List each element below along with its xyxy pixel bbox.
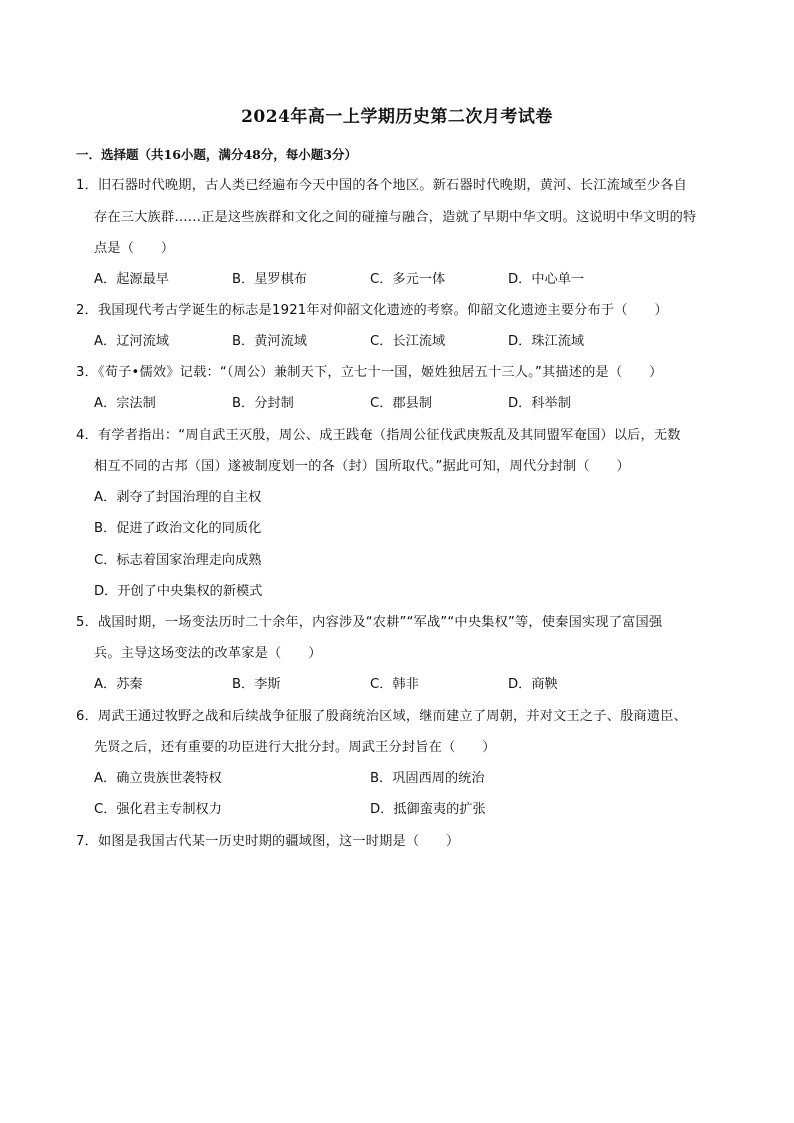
question-1-line-2: 存在三大族群……正是这些族群和文化之间的碰撞与融合，造就了早期中华文明。这说明中华文明的特 bbox=[94, 210, 697, 225]
question-4-line-2: 相互不同的古邦（国）遂被制度划一的各（封）国所取代。”据此可知，周代分封制（ ） bbox=[94, 459, 630, 474]
question-3-option-b: B．分封制 bbox=[232, 396, 294, 411]
question-5-option-d: D．商鞅 bbox=[508, 677, 558, 692]
question-1-option-d: D．中心单一 bbox=[508, 272, 585, 287]
question-2-option-b: B．黄河流域 bbox=[232, 334, 307, 349]
question-2-option-a: A．辽河流域 bbox=[94, 334, 169, 349]
question-4-option-b: B．促进了政治文化的同质化 bbox=[94, 521, 262, 536]
question-4-option-a: A．剥夺了封国治理的自主权 bbox=[94, 490, 262, 505]
question-1-option-c: C．多元一体 bbox=[370, 272, 446, 287]
question-6-line-1: 6．周武王通过牧野之战和后续战争征服了殷商统治区域，继而建立了周朝，并对文王之子、殷商遗臣、 bbox=[76, 709, 688, 724]
question-5-option-a: A．苏秦 bbox=[94, 677, 143, 692]
question-6-line-2: 先贤之后，还有重要的功臣进行大批分封。周武王分封旨在（ ） bbox=[94, 740, 496, 755]
page-title: 2024年高一上学期历史第二次月考试卷 bbox=[241, 107, 553, 127]
question-3-line-1: 3．《荀子•儒效》记载：“（周公）兼制天下，立七十一国，姬姓独居五十三人。”其描述的是（ ） bbox=[76, 365, 663, 380]
question-3-option-a: A．宗法制 bbox=[94, 396, 156, 411]
question-6-option-b: B．巩固西周的统治 bbox=[370, 771, 485, 786]
question-5-line-2: 兵。主导这场变法的改革家是（ ） bbox=[94, 646, 322, 661]
question-6-option-d: D．抵御蛮夷的扩张 bbox=[370, 802, 486, 817]
question-1-line-1: 1．旧石器时代晚期，古人类已经遍布今天中国的各个地区。新石器时代晚期，黄河、长江流域至少各自 bbox=[76, 178, 688, 193]
question-2-option-c: C．长江流域 bbox=[370, 334, 446, 349]
question-3-option-d: D．科举制 bbox=[508, 396, 571, 411]
question-1-option-a: A．起源最早 bbox=[94, 272, 169, 287]
question-4-line-1: 4．有学者指出：“周自武王灭殷，周公、成王践奄（指周公征伐武庚叛乱及其同盟军奄国）以后，无数 bbox=[76, 428, 681, 443]
question-2-line-1: 2．我国现代考古学诞生的标志是1921年对仰韶文化遗迹的考察。仰韶文化遗迹主要分布于（ ） bbox=[76, 303, 668, 318]
question-5-option-b: B．李斯 bbox=[232, 677, 281, 692]
question-3-option-c: C．郡县制 bbox=[370, 396, 432, 411]
question-1-option-b: B．星罗棋布 bbox=[232, 272, 307, 287]
question-2-option-d: D．珠江流域 bbox=[508, 334, 585, 349]
question-5-line-1: 5．战国时期，一场变法历时二十余年，内容涉及“农耕”“军战”“中央集权”等，使秦国实现了富国强 bbox=[76, 615, 663, 630]
question-4-option-d: D．开创了中央集权的新模式 bbox=[94, 584, 263, 599]
question-4-option-c: C．标志着国家治理走向成熟 bbox=[94, 553, 262, 568]
section-heading: 一．选择题（共16小题，满分48分，每小题3分） bbox=[76, 147, 357, 162]
question-5-option-c: C．韩非 bbox=[370, 677, 419, 692]
question-7-line-1: 7．如图是我国古代某一历史时期的疆域图，这一时期是（ ） bbox=[76, 834, 460, 849]
question-6-option-c: C．强化君主专制权力 bbox=[94, 802, 222, 817]
question-1-line-3: 点是（ ） bbox=[94, 241, 175, 256]
question-6-option-a: A．确立贵族世袭特权 bbox=[94, 771, 222, 786]
